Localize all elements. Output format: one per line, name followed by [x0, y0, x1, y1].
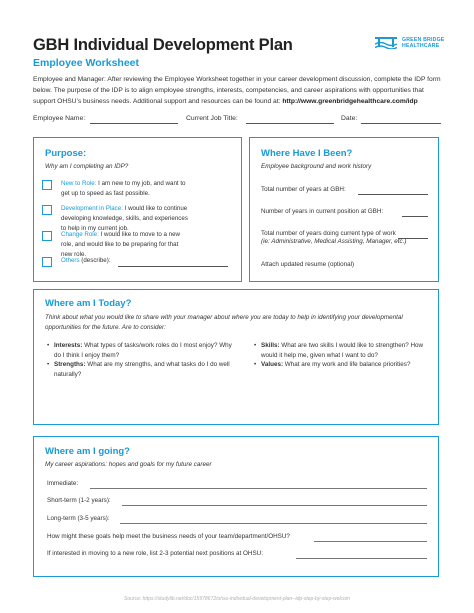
- logo-line-2: HEALTHCARE: [402, 42, 440, 49]
- background-prompt: Employee background and work history: [261, 163, 372, 170]
- option-new-to-role[interactable]: [42, 179, 191, 199]
- years-at-gbh-field[interactable]: [358, 194, 428, 195]
- checkbox[interactable]: [42, 257, 52, 267]
- logo-line-1: GREEN BRIDGE: [402, 36, 445, 43]
- today-left-list: [47, 341, 237, 379]
- purpose-prompt: Why am I completing an IDP?: [45, 163, 129, 170]
- today-card: [33, 289, 439, 425]
- option-label: New to Role:: [61, 180, 97, 187]
- bridge-logo-icon: [375, 36, 397, 49]
- business-needs-label: How might these goals help meet the business needs of your team/department/OHSU?: [47, 533, 290, 540]
- source-caption: Source: https://studylib.net/doc/15978672/ohsu-individual-development-plan--idp-step-by-step-welcom: [124, 596, 350, 602]
- company-logo: [375, 36, 444, 49]
- business-needs-field[interactable]: [314, 541, 427, 542]
- page-subtitle: Employee Worksheet: [33, 57, 140, 69]
- option-text: (describe):: [79, 257, 111, 264]
- attach-resume-label: Attach updated resume (optional): [261, 261, 355, 268]
- intro-text: Employee and Manager: After reviewing the Employee Worksheet together in your career development discussion, complete the IDP form below. The purpose of the IDP is to align employee strengths, interests, competencies, and career aspirations with opportunities that support OHSU’s business needs. Additional support and resources can be found at:: [33, 76, 441, 105]
- checkbox[interactable]: [42, 231, 52, 241]
- checkbox[interactable]: [42, 205, 52, 215]
- others-describe-field[interactable]: [118, 266, 228, 267]
- short-term-label: Short-term (1-2 years):: [47, 497, 111, 504]
- background-heading: Where Have I Been?: [261, 148, 353, 159]
- next-positions-field[interactable]: [296, 558, 427, 559]
- date-label: Date:: [341, 115, 358, 122]
- option-label: Others: [61, 257, 80, 264]
- today-right-list: [254, 341, 430, 370]
- today-prompt: Think about what you would like to share with your manager about where you are today to help in identifying your developmental opportunities for the future. Are to consider:: [45, 314, 403, 331]
- type-of-work-examples: (ie: Administrative, Medical Assisting, Manager, etc.): [261, 238, 407, 245]
- option-label: Development in Place:: [61, 205, 123, 212]
- long-term-field[interactable]: [120, 523, 427, 524]
- going-heading: Where am I going?: [45, 446, 130, 457]
- years-type-of-work-label: Total number of years doing current type of work: [261, 230, 396, 237]
- job-title-label: Current Job Title:: [186, 115, 238, 122]
- option-label: Change Role:: [61, 231, 99, 238]
- purpose-heading: Purpose:: [45, 148, 87, 159]
- list-item: • Values: What are my work and life balance priorities?: [254, 360, 430, 370]
- next-positions-label: If interested in moving to a new role, list 2-3 potential next positions at OHSU:: [47, 550, 263, 557]
- option-text: I would like to continue developing knowledge, skills, and experiences to help in my current job.: [61, 205, 188, 232]
- page-title: GBH Individual Development Plan: [33, 36, 293, 54]
- option-text: I am new to my job, and want to get up to speed as fast possible.: [61, 180, 186, 197]
- option-text: I would like to move to a new role, and would like to be preparing for that new role.: [61, 231, 181, 258]
- intro-paragraph: [33, 74, 443, 107]
- date-field[interactable]: [361, 123, 441, 124]
- short-term-field[interactable]: [122, 505, 427, 506]
- purpose-card: [33, 137, 242, 282]
- going-card: [33, 436, 439, 577]
- today-heading: Where am I Today?: [45, 298, 132, 309]
- list-item: • Strengths: What are my strengths, and what tasks do I do well naturally?: [47, 360, 237, 379]
- years-at-gbh-label: Total number of years at GBH:: [261, 186, 346, 193]
- immediate-label: Immediate:: [47, 480, 79, 487]
- employee-name-label: Employee Name:: [33, 115, 86, 122]
- years-in-position-label: Number of years in current position at GBH:: [261, 208, 384, 215]
- intro-link[interactable]: http://www.greenbridgehealthcare.com/idp: [282, 98, 418, 105]
- list-item: • Interests: What types of tasks/work roles do I most enjoy? Why do I think I enjoy them?: [47, 341, 237, 360]
- years-in-position-field[interactable]: [402, 216, 428, 217]
- employee-name-field[interactable]: [90, 123, 178, 124]
- checkbox[interactable]: [42, 180, 52, 190]
- logo-text: [402, 37, 444, 49]
- long-term-label: Long-term (3-5 years):: [47, 515, 110, 522]
- immediate-field[interactable]: [90, 488, 427, 489]
- job-title-field[interactable]: [246, 123, 334, 124]
- going-prompt: My career aspirations: hopes and goals for my future career: [45, 461, 212, 468]
- background-card: [249, 137, 439, 282]
- list-item: • Skills: What are two skills I would like to strengthen? How would it help me, given what I want to do?: [254, 341, 430, 360]
